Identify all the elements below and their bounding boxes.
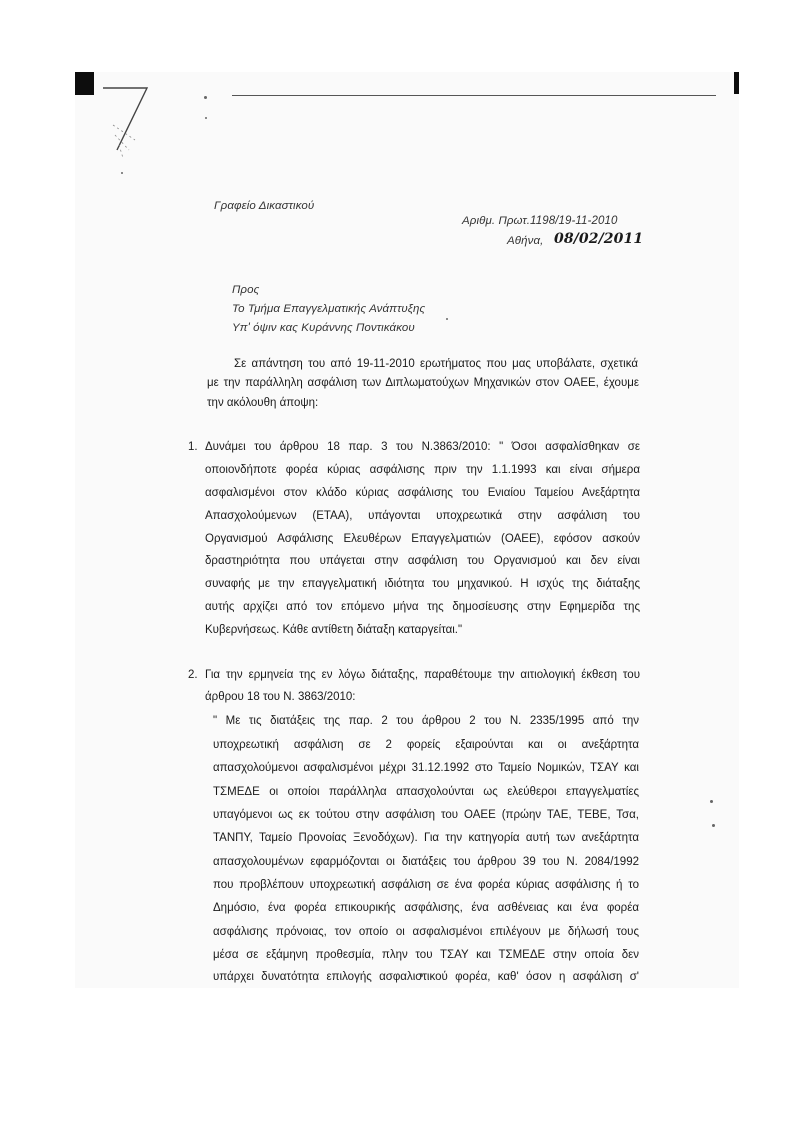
- document-date: 08/02/2011: [554, 231, 644, 247]
- item1-line: Δυνάμει του άρθρου 18 παρ. 3 του Ν.3863/2010: " Όσοι ασφαλίσθηκαν σε: [205, 441, 640, 453]
- quote-line: " Με τις διατάξεις της παρ. 2 του άρθρου 2 του Ν. 2335/1995 από την: [213, 715, 639, 727]
- item1-line: δραστηριότητα που υπάγεται στην ασφάλιση του Οργανισμού και δεν είναι: [205, 555, 640, 567]
- header-rule: [232, 95, 716, 96]
- intro-line: Σε απάντηση του από 19-11-2010 ερωτήματος που μας υποβάλατε, σχετικά: [234, 358, 638, 370]
- scan-edge-left: [75, 72, 94, 95]
- item1-line: οποιονδήποτε φορέα κύριας ασφάλισης πριν την 1.1.1993 και είναι σήμερα: [205, 464, 640, 476]
- quote-line: μέσα σε εξάμηνη προθεσμία, πλην του ΤΣΑΥ και ΤΣΜΕΔΕ στην οποία δεν: [213, 949, 639, 961]
- quote-line: απασχολουμένων εφαρμόζονται οι διατάξεις του άρθρου 39 του Ν. 2084/1992: [213, 856, 639, 868]
- protocol-number: Αριθμ. Πρωτ.1198/19-11-2010: [462, 215, 618, 227]
- item1-line: Κυβερνήσεως. Κάθε αντίθετη διάταξη καταργείται.": [205, 624, 463, 636]
- item1-line: Οργανισμού Ασφάλισης Ελευθέρων Επαγγελματιών (ΟΑΕΕ), εφόσον ασκούν: [205, 533, 640, 545]
- place-label: Αθήνα,: [507, 235, 544, 247]
- scan-speck: [446, 318, 448, 320]
- item-number: 2.: [188, 669, 198, 681]
- intro-line: την ακόλουθη άποψη:: [207, 397, 319, 409]
- quote-line: ασφάλισης πρόνοιας, τον οποίο οι ασφαλισμένοι επιλέγουν με δήλωσή τους: [213, 926, 639, 938]
- item2-line: Για την ερμηνεία της εν λόγω διάταξης, παραθέτουμε την αιτιολογική έκθεση του: [205, 669, 640, 681]
- quote-line: υποχρεωτική ασφάλιση σε 2 φορείς εξαιρούνται και οι ανεξάρτητα: [213, 739, 639, 751]
- scan-edge-right: [734, 72, 739, 94]
- quote-line: απασχολούμενοι ασφαλισμένοι μέχρι 31.12.1992 στο Ταμείο Νομικών, ΤΣΑΥ και: [213, 762, 639, 774]
- scan-speck: [121, 172, 123, 174]
- quote-line: που προβλέπουν υποχρεωτική ασφάλιση σε ένα φορέα κύριας ασφάλισης ή το: [213, 879, 639, 891]
- item-number: 1.: [188, 441, 198, 453]
- scan-speck: [710, 800, 713, 803]
- item1-line: Απασχολούμενων (ΕΤΑΑ), υπάγονται υποχρεωτικά στην ασφάλιση του: [205, 510, 640, 522]
- quote-line: υπάρχει δυνατότητα επιλογής ασφαλιστικού φορέα, καθ' όσον η ασφάλιση σ': [213, 971, 639, 983]
- item1-line: αυτής αρχίζει από τον επόμενο μήνα της δημοσίευσης στην Εφημερίδα της: [205, 601, 640, 613]
- quote-line: υπαγόμενοι ως εκ τούτου στην ασφάλιση του ΟΑΕΕ (πρώην ΤΑΕ, ΤΕΒΕ, Τσα,: [213, 809, 639, 821]
- recipient-to: Προς: [232, 284, 260, 296]
- item1-line: ασφαλισμένοι στον κλάδο κύριας ασφάλισης του Ενιαίου Ταμείου Ανεξάρτητα: [205, 487, 640, 499]
- pen-stroke-mark: [95, 80, 155, 170]
- scan-speck: [204, 96, 207, 99]
- quote-line: Δημόσιο, ένα φορέα επικουρικής ασφάλισης, ένα ασθένειας και ένα φορέα: [213, 902, 639, 914]
- intro-line: με την παράλληλη ασφάλιση των Διπλωματούχων Μηχανικών στον ΟΑΕΕ, έχουμε: [207, 377, 639, 389]
- scanned-page: [75, 72, 739, 988]
- recipient-attention: Υπ' όψιν κας Κυράννης Ποντικάκου: [232, 322, 415, 334]
- recipient-department: Το Τμήμα Επαγγελματικής Ανάπτυξης: [232, 303, 426, 315]
- item1-line: συναφής με την επαγγελματική ιδιότητα του μηχανικού. Η ισχύς της διάταξης: [205, 578, 640, 590]
- scan-speck: [712, 824, 715, 827]
- quote-line: ΤΣΜΕΔΕ οι οποίοι παράλληλα απασχολούνται ως ελεύθεροι επαγγελματίες: [213, 786, 639, 798]
- office-name: Γραφείο Δικαστικού: [214, 200, 315, 212]
- item2-line: άρθρου 18 του Ν. 3863/2010:: [205, 691, 356, 703]
- scan-speck: [205, 117, 207, 119]
- quote-line: ΤΑΝΠΥ, Ταμείο Προνοίας Ξενοδόχων). Για την κατηγορία αυτή των ανεξάρτητα: [213, 832, 639, 844]
